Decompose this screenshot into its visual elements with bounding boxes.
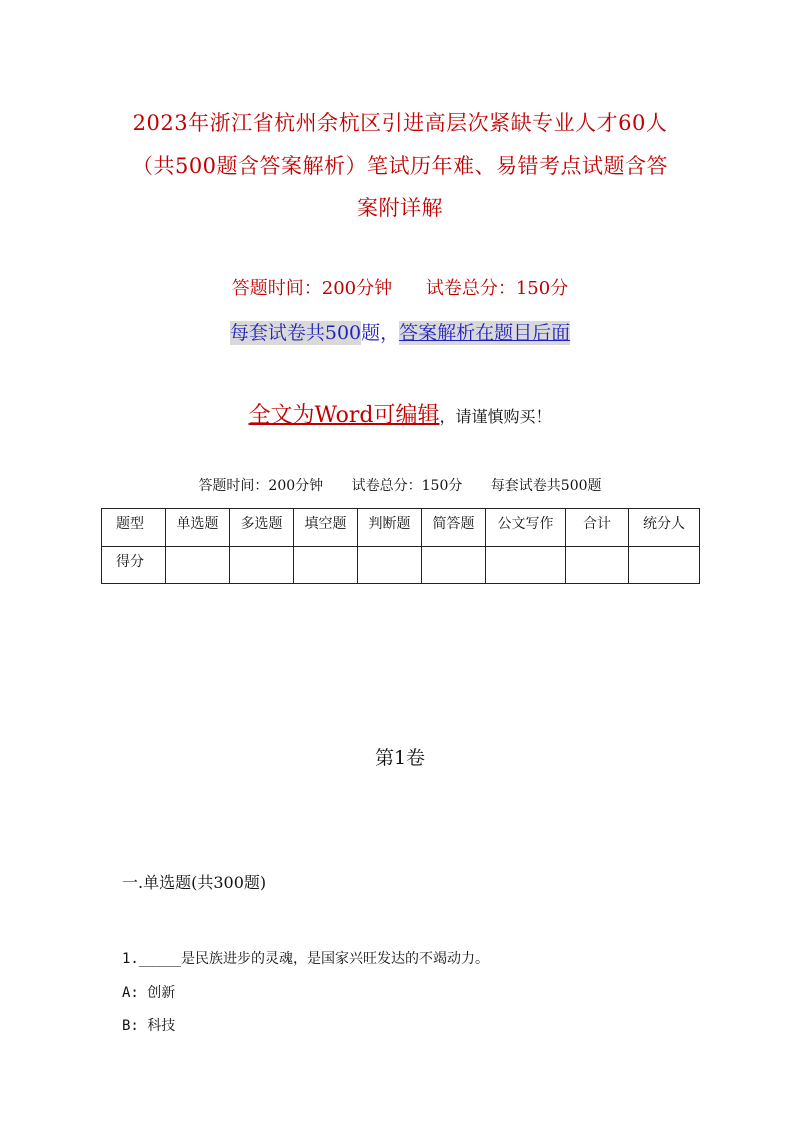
volume-heading: 第1卷 xyxy=(374,747,426,769)
score-cell[interactable] xyxy=(566,546,629,584)
total-score: 试卷总分：150分 xyxy=(425,278,569,299)
score-cell[interactable] xyxy=(422,546,486,584)
exam-info-red xyxy=(0,274,800,300)
exam-info-black xyxy=(0,475,800,495)
score-table xyxy=(101,508,700,584)
score-cell[interactable] xyxy=(166,546,230,584)
editable-notice-sub: ，请谨慎购买！ xyxy=(439,407,552,426)
meta-time: 答题时间：200分钟 xyxy=(198,478,324,494)
header-cell: 简答题 xyxy=(422,509,486,547)
exam-time: 答题时间：200分钟 xyxy=(231,278,393,299)
question-text: 1._____是民族进步的灵魂，是国家兴旺发达的不竭动力。 xyxy=(122,951,489,967)
score-table-score-row xyxy=(102,546,700,584)
meta-score: 试卷总分：150分 xyxy=(351,478,463,494)
question-count-prefix: 每套试卷共 xyxy=(229,322,325,344)
score-cell[interactable] xyxy=(486,546,566,584)
editable-notice-main: 全文为Word可编辑 xyxy=(248,403,440,428)
score-cell[interactable] xyxy=(629,546,700,584)
question-option-a[interactable]: A: 创新 xyxy=(122,985,176,1001)
editable-notice xyxy=(0,398,800,429)
header-cell: 单选题 xyxy=(166,509,230,547)
score-cell[interactable] xyxy=(230,546,294,584)
score-table-header-row xyxy=(102,509,700,547)
header-cell: 合计 xyxy=(566,509,629,547)
header-cell: 多选题 xyxy=(230,509,294,547)
score-cell[interactable] xyxy=(294,546,358,584)
question-count-suffix: 题， xyxy=(361,322,400,344)
document-title-line-2: （共500题含答案解析）笔试历年难、易错考点试题含答 xyxy=(131,154,669,178)
score-row-label: 得分 xyxy=(102,546,166,584)
answer-location-link[interactable]: 答案解析在题目后面 xyxy=(399,322,571,344)
answer-note-line xyxy=(0,318,800,345)
score-cell[interactable] xyxy=(358,546,422,584)
meta-count: 每套试卷共500题 xyxy=(490,478,602,494)
header-cell: 统分人 xyxy=(629,509,700,547)
question-count: 500 xyxy=(324,322,362,344)
document-title-line-1: 2023年浙江省杭州余杭区引进高层次紧缺专业人才60人 xyxy=(132,111,668,135)
header-cell: 填空题 xyxy=(294,509,358,547)
header-cell: 题型 xyxy=(102,509,166,547)
section-heading: 一.单选题(共300题) xyxy=(122,873,267,892)
document-title-line-3: 案附详解 xyxy=(357,196,443,220)
header-cell: 公文写作 xyxy=(486,509,566,547)
question-option-b[interactable]: B: 科技 xyxy=(122,1018,176,1034)
header-cell: 判断题 xyxy=(358,509,422,547)
